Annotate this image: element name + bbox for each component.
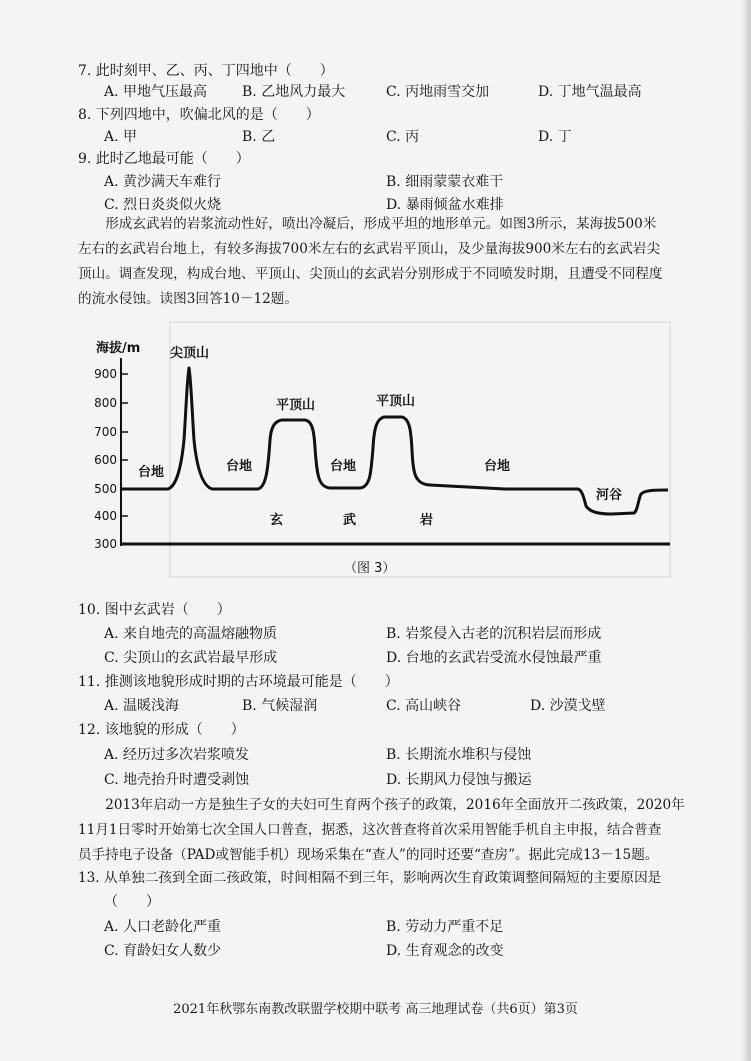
passage-basalt-line: 顶山。调查发现，构成台地、平顶山、尖顶山的玄武岩分别形成于不同喷发时期，且遭受不同程度 <box>78 266 663 282</box>
y-tick-label: 800 <box>94 396 117 410</box>
q9-option-a: A. 黄沙满天车难行 <box>104 174 222 190</box>
q12-option-d: D. 长期风力侵蚀与搬运 <box>386 772 532 788</box>
q9-option-d: D. 暴雨倾盆水难排 <box>386 197 504 213</box>
page-footer: 2021年秋鄂东南教改联盟学校期中联考 高三地理试卷（共6页）第3页 <box>173 1002 578 1017</box>
figure-frame <box>170 322 670 577</box>
y-tick-label: 300 <box>94 537 117 551</box>
y-ticks <box>121 374 128 516</box>
passage-basalt-line: 左右的玄武岩台地上，有较多海拔700米左右的玄武岩平顶山，及少量海拔900米左右的玄武岩尖 <box>78 241 661 257</box>
label-valley: 河谷 <box>596 488 623 503</box>
passage-basalt <box>78 212 703 312</box>
passage-census-line: 2013年启动一方是独生子女的夫妇可生育两个孩子的政策，2016年全面放开二孩政策，2020年 <box>105 797 685 813</box>
q12-option-a: A. 经历过多次岩浆喷发 <box>104 747 250 763</box>
passage-basalt-line: 形成玄武岩的岩浆流动性好，喷出冷凝后，形成平坦的地形单元。如图3所示，某海拔500米 <box>105 216 657 232</box>
q12-stem: 12. 该地貌的形成（ ） <box>78 722 245 738</box>
passage-census-line: 11月1日零时开始第七次全国人口普查，据悉，这次普查将首次采用智能手机自主申报，结合普查 <box>78 822 662 838</box>
y-tick-label: 600 <box>94 453 117 467</box>
q13-stem: 13. 从单独二孩到全面二孩政策，时间相隔不到三年，影响两次生育政策调整间隔短的主要原因是 <box>78 870 662 886</box>
q12-option-b: B. 长期流水堆积与侵蚀 <box>386 747 532 763</box>
label-peak: 尖顶山 <box>170 346 210 361</box>
terrain-profile-line <box>121 368 668 514</box>
q10-option-a: A. 来自地壳的高温熔融物质 <box>104 626 278 642</box>
q11-option-a: A. 温暖浅海 <box>104 698 180 714</box>
q10-option-d: D. 台地的玄武岩受流水侵蚀最严重 <box>386 650 602 666</box>
q13-option-d: D. 生育观念的改变 <box>386 943 504 959</box>
y-tick-label: 400 <box>94 509 117 523</box>
q8-option-d: D. 丁 <box>538 129 572 145</box>
passage-basalt-line: 的流水侵蚀。读图3回答10－12题。 <box>78 291 298 307</box>
q13-option-c: C. 育龄妇女人数少 <box>104 943 222 959</box>
figure-caption: （图 3） <box>344 561 396 576</box>
label-plateau-4: 台地 <box>484 459 511 474</box>
q11-option-c: C. 高山峡谷 <box>386 698 462 714</box>
q8-option-b: B. 乙 <box>242 129 276 145</box>
label-rock-2: 武 <box>343 513 357 528</box>
y-tick-label: 900 <box>94 367 117 381</box>
label-mesa-2: 平顶山 <box>376 394 416 409</box>
q10-option-c: C. 尖顶山的玄武岩最早形成 <box>104 650 278 666</box>
q8-option-c: C. 丙 <box>386 129 420 145</box>
q9-option-b: B. 细雨蒙蒙衣难干 <box>386 174 504 190</box>
q13-stem-bracket: （ ） <box>104 894 160 910</box>
y-tick-label: 700 <box>94 425 117 439</box>
q9-stem: 9. 此时乙地最可能（ ） <box>78 151 250 167</box>
q7-option-d: D. 丁地气温最高 <box>538 84 642 100</box>
label-rock-3: 岩 <box>420 513 434 528</box>
q8-option-a: A. 甲 <box>104 129 138 145</box>
figure-3-profile <box>80 318 680 580</box>
q8-stem: 8. 下列四地中，吹偏北风的是（ ） <box>78 107 320 123</box>
q11-option-b: B. 气候湿润 <box>242 698 318 714</box>
q7-stem: 7. 此时刻甲、乙、丙、丁四地中（ ） <box>78 63 334 79</box>
q13-option-b: B. 劳动力严重不足 <box>386 919 504 935</box>
q7-option-c: C. 丙地雨雪交加 <box>386 84 490 100</box>
y-tick-label: 500 <box>94 482 117 496</box>
passage-census-line: 员手持电子设备（PAD或智能手机）现场采集在“查人”的同时还要“查房”。据此完成13－15题。 <box>78 847 659 863</box>
q11-stem: 11. 推测该地貌形成时期的古环境最可能是（ ） <box>78 674 399 690</box>
q11-option-d: D. 沙漠戈壁 <box>530 698 606 714</box>
q13-option-a: A. 人口老龄化严重 <box>104 919 222 935</box>
label-mesa-1: 平顶山 <box>276 398 316 413</box>
label-plateau-1: 台地 <box>138 465 165 480</box>
q7-option-b: B. 乙地风力最大 <box>242 84 346 100</box>
y-axis-title: 海拔/m <box>96 341 141 356</box>
scan-edge-shadow <box>741 0 751 1061</box>
q12-option-c: C. 地壳抬升时遭受剥蚀 <box>104 772 250 788</box>
passage-census <box>78 793 703 868</box>
label-rock-1: 玄 <box>270 513 284 528</box>
q10-option-b: B. 岩浆侵入古老的沉积岩层而形成 <box>386 626 602 642</box>
q9-option-c: C. 烈日炎炎似火烧 <box>104 197 222 213</box>
q10-stem: 10. 图中玄武岩（ ） <box>78 602 231 618</box>
label-plateau-3: 台地 <box>330 459 357 474</box>
q7-option-a: A. 甲地气压最高 <box>104 84 208 100</box>
label-plateau-2: 台地 <box>226 459 253 474</box>
